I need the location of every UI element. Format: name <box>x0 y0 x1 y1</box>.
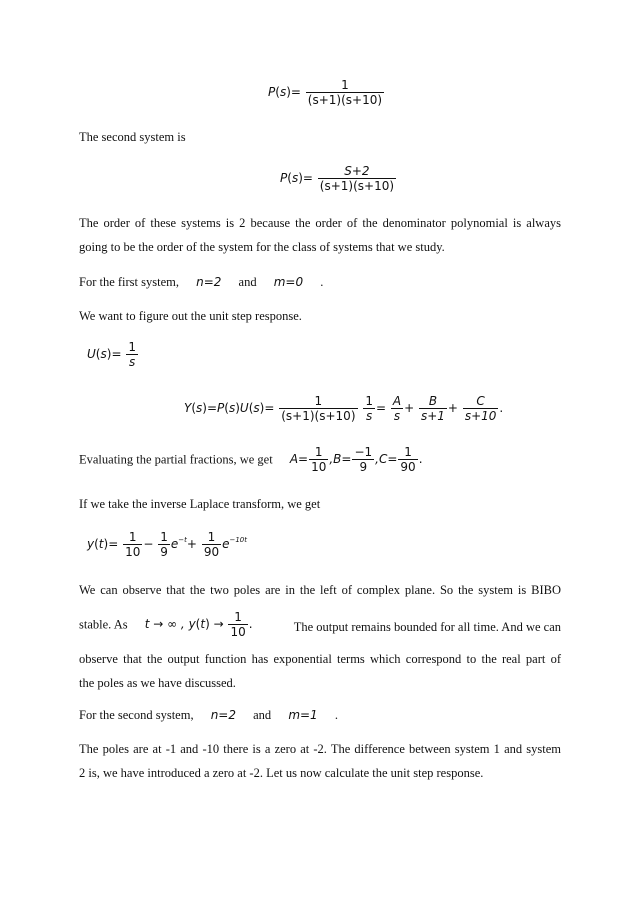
fraction: $\frac{1}{90}$ <box>400 445 416 474</box>
equation-yt: y(t)= $\frac{1}{10}$ − $\frac{1}{9}$ $e^{-t}+$ $\frac{1}{90}$ $e^{-10t}$ <box>87 530 248 559</box>
equation-p2: P(s)= $\frac{S+2}{(s+1)(s+10)}$ <box>280 164 395 193</box>
fraction: $\frac{1}{10}$ <box>125 530 141 559</box>
fraction: $\frac{A}{s}$ <box>392 394 402 423</box>
text-second-system: The second system is <box>79 130 186 144</box>
limit-expression: t → ∞ , y(t) → $\frac{1}{10}$ . <box>144 610 253 639</box>
fraction: $\frac{1}{(s+1)(s+10)}$ <box>307 78 383 107</box>
first-system-line: For the first system, n=2 and m=0 . <box>79 275 324 289</box>
paragraph-order-line2: going to be the order of the system for the class of systems that we study. <box>79 240 445 254</box>
paragraph-bibo-line1: We can observe that the two poles are in the left of complex plane. So the system is BIBO <box>79 583 561 597</box>
paragraph-poles-line1: The poles are at -1 and -10 there is a zero at -2. The difference between system 1 and system <box>79 742 561 756</box>
paragraph-bibo-line3: observe that the output function has exponential terms which correspond to the real part of <box>79 652 561 666</box>
fraction: $\frac{1}{(s+1)(s+10)}$ <box>281 394 356 423</box>
text-unit-step: We want to figure out the unit step response. <box>79 309 302 323</box>
fraction: $\frac{1}{s}$ <box>365 394 373 423</box>
partial-fractions-values: A= $\frac{1}{10}$ ,B= $\frac{-1}{9}$ ,C= $\frac{1}{90}$ . <box>289 445 423 474</box>
fraction: $\frac{1}{s}$ <box>128 340 136 369</box>
fraction: $\frac{B}{s+1}$ <box>420 394 445 423</box>
paragraph-bibo-line2: stable. As t → ∞ , y(t) → $\frac{1}{10}$ . The output remains bounded for all time. And we can <box>79 610 561 639</box>
equation-y: Y(s)=P(s)U(s)= $\frac{1}{(s+1)(s+10)}$ $\frac{1}{s}$ = $\frac{A}{s}$ + $\frac{B}{s+1}$ + $\frac{C}{s+10}$ . <box>184 394 504 423</box>
fraction: $\frac{1}{10}$ <box>230 610 246 639</box>
second-system-line: For the second system, n=2 and m=1 . <box>79 708 338 722</box>
text-inverse-laplace: If we take the inverse Laplace transform, we get <box>79 497 321 511</box>
fraction: $\frac{1}{10}$ <box>311 445 327 474</box>
fraction: $\frac{1}{90}$ <box>203 530 220 559</box>
partial-fractions-line: Evaluating the partial fractions, we get A= $\frac{1}{10}$ ,B= $\frac{-1}{9}$ ,C= $\frac{1}{90}$ . <box>79 445 423 474</box>
paragraph-bibo-line4: the poles as we have discussed. <box>79 676 236 690</box>
equation-u: U(s)= $\frac{1}{s}$ <box>87 340 136 369</box>
equation-p1: P(s)= $\frac{1}{(s+1)(s+10)}$ <box>268 78 383 107</box>
fraction: $\frac{C}{s+10}$ <box>464 394 497 423</box>
paragraph-order-line1: The order of these systems is 2 because the order of the denominator polynomial is always <box>79 216 561 230</box>
fraction: $\frac{S+2}{(s+1)(s+10)}$ <box>319 164 395 193</box>
fraction: $\frac{1}{9}$ <box>160 530 168 559</box>
paragraph-poles-line2: 2 is, we have introduced a zero at -2. Let us now calculate the unit step response. <box>79 766 484 780</box>
fraction: $\frac{-1}{9}$ <box>354 445 373 474</box>
